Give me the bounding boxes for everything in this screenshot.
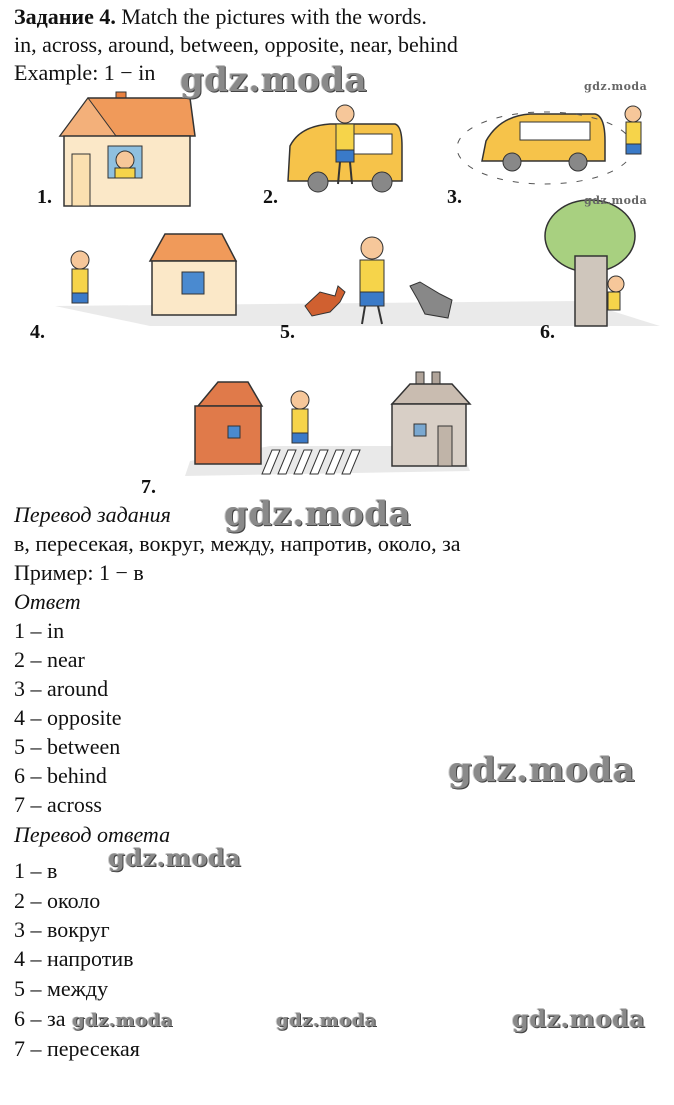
- picture-label-4: 4.: [30, 321, 45, 343]
- answer-item: 3 – around: [14, 676, 109, 701]
- translation-words: в, пересекая, вокруг, между, напротив, около, за: [14, 531, 461, 556]
- picture-label-6: 6.: [540, 321, 555, 343]
- picture-label-1: 1.: [37, 186, 52, 208]
- watermark: gdz.moda: [180, 60, 368, 100]
- picture-3-boy-around-bus: [457, 106, 641, 184]
- picture-label-7: 7.: [141, 476, 156, 498]
- answer-item: 7 – across: [14, 792, 102, 817]
- picture-label-3: 3.: [447, 186, 462, 208]
- translation-example: Пример: 1 − в: [14, 560, 144, 585]
- task-example: Example: 1 − in: [14, 60, 156, 85]
- picture-2-boy-near-bus: [288, 105, 402, 192]
- answer-item: 2 – near: [14, 647, 85, 672]
- watermark: gdz.moda: [108, 843, 242, 872]
- answer-item: 6 – behind: [14, 763, 107, 788]
- answer-translation-item: 5 – между: [14, 976, 109, 1001]
- translation-title: Перевод задания: [14, 502, 171, 527]
- watermark: gdz.moda: [584, 194, 648, 207]
- answer-translation-title: Перевод ответа: [14, 822, 171, 847]
- answer-translation-item: 7 – пересекая: [14, 1036, 140, 1061]
- answer-translation-item: 2 – около: [14, 888, 101, 913]
- answer-title: Ответ: [14, 589, 81, 614]
- picture-label-2: 2.: [263, 186, 278, 208]
- answer-translation-item: 6 – за: [14, 1006, 66, 1031]
- task-heading: Задание 4.: [14, 4, 116, 29]
- watermark: gdz.moda: [512, 1004, 646, 1033]
- watermark: gdz.moda: [276, 1010, 377, 1031]
- task-title-line: [14, 4, 427, 30]
- task-instruction: Match the pictures with the words.: [121, 4, 427, 29]
- picture-label-5: 5.: [280, 321, 295, 343]
- task-words: in, across, around, between, opposite, near, behind: [14, 32, 458, 57]
- illustrations: [0, 86, 674, 496]
- watermark: gdz.moda: [448, 750, 636, 790]
- watermark: gdz.moda: [584, 80, 648, 93]
- answer-item: 4 – opposite: [14, 705, 122, 730]
- answer-translation-item: 4 – напротив: [14, 946, 134, 971]
- picture-7-boy-across-road: [185, 372, 470, 476]
- picture-5-boy-between-dogs: [305, 237, 452, 324]
- picture-1-boy-in-house: [60, 92, 195, 206]
- answer-translation-item: 1 – в: [14, 858, 58, 883]
- answer-item: 1 – in: [14, 618, 65, 643]
- answer-translation-item: 3 – вокруг: [14, 917, 110, 942]
- watermark: gdz.moda: [224, 494, 412, 534]
- answer-item: 5 – between: [14, 734, 121, 759]
- watermark: gdz.moda: [72, 1010, 173, 1031]
